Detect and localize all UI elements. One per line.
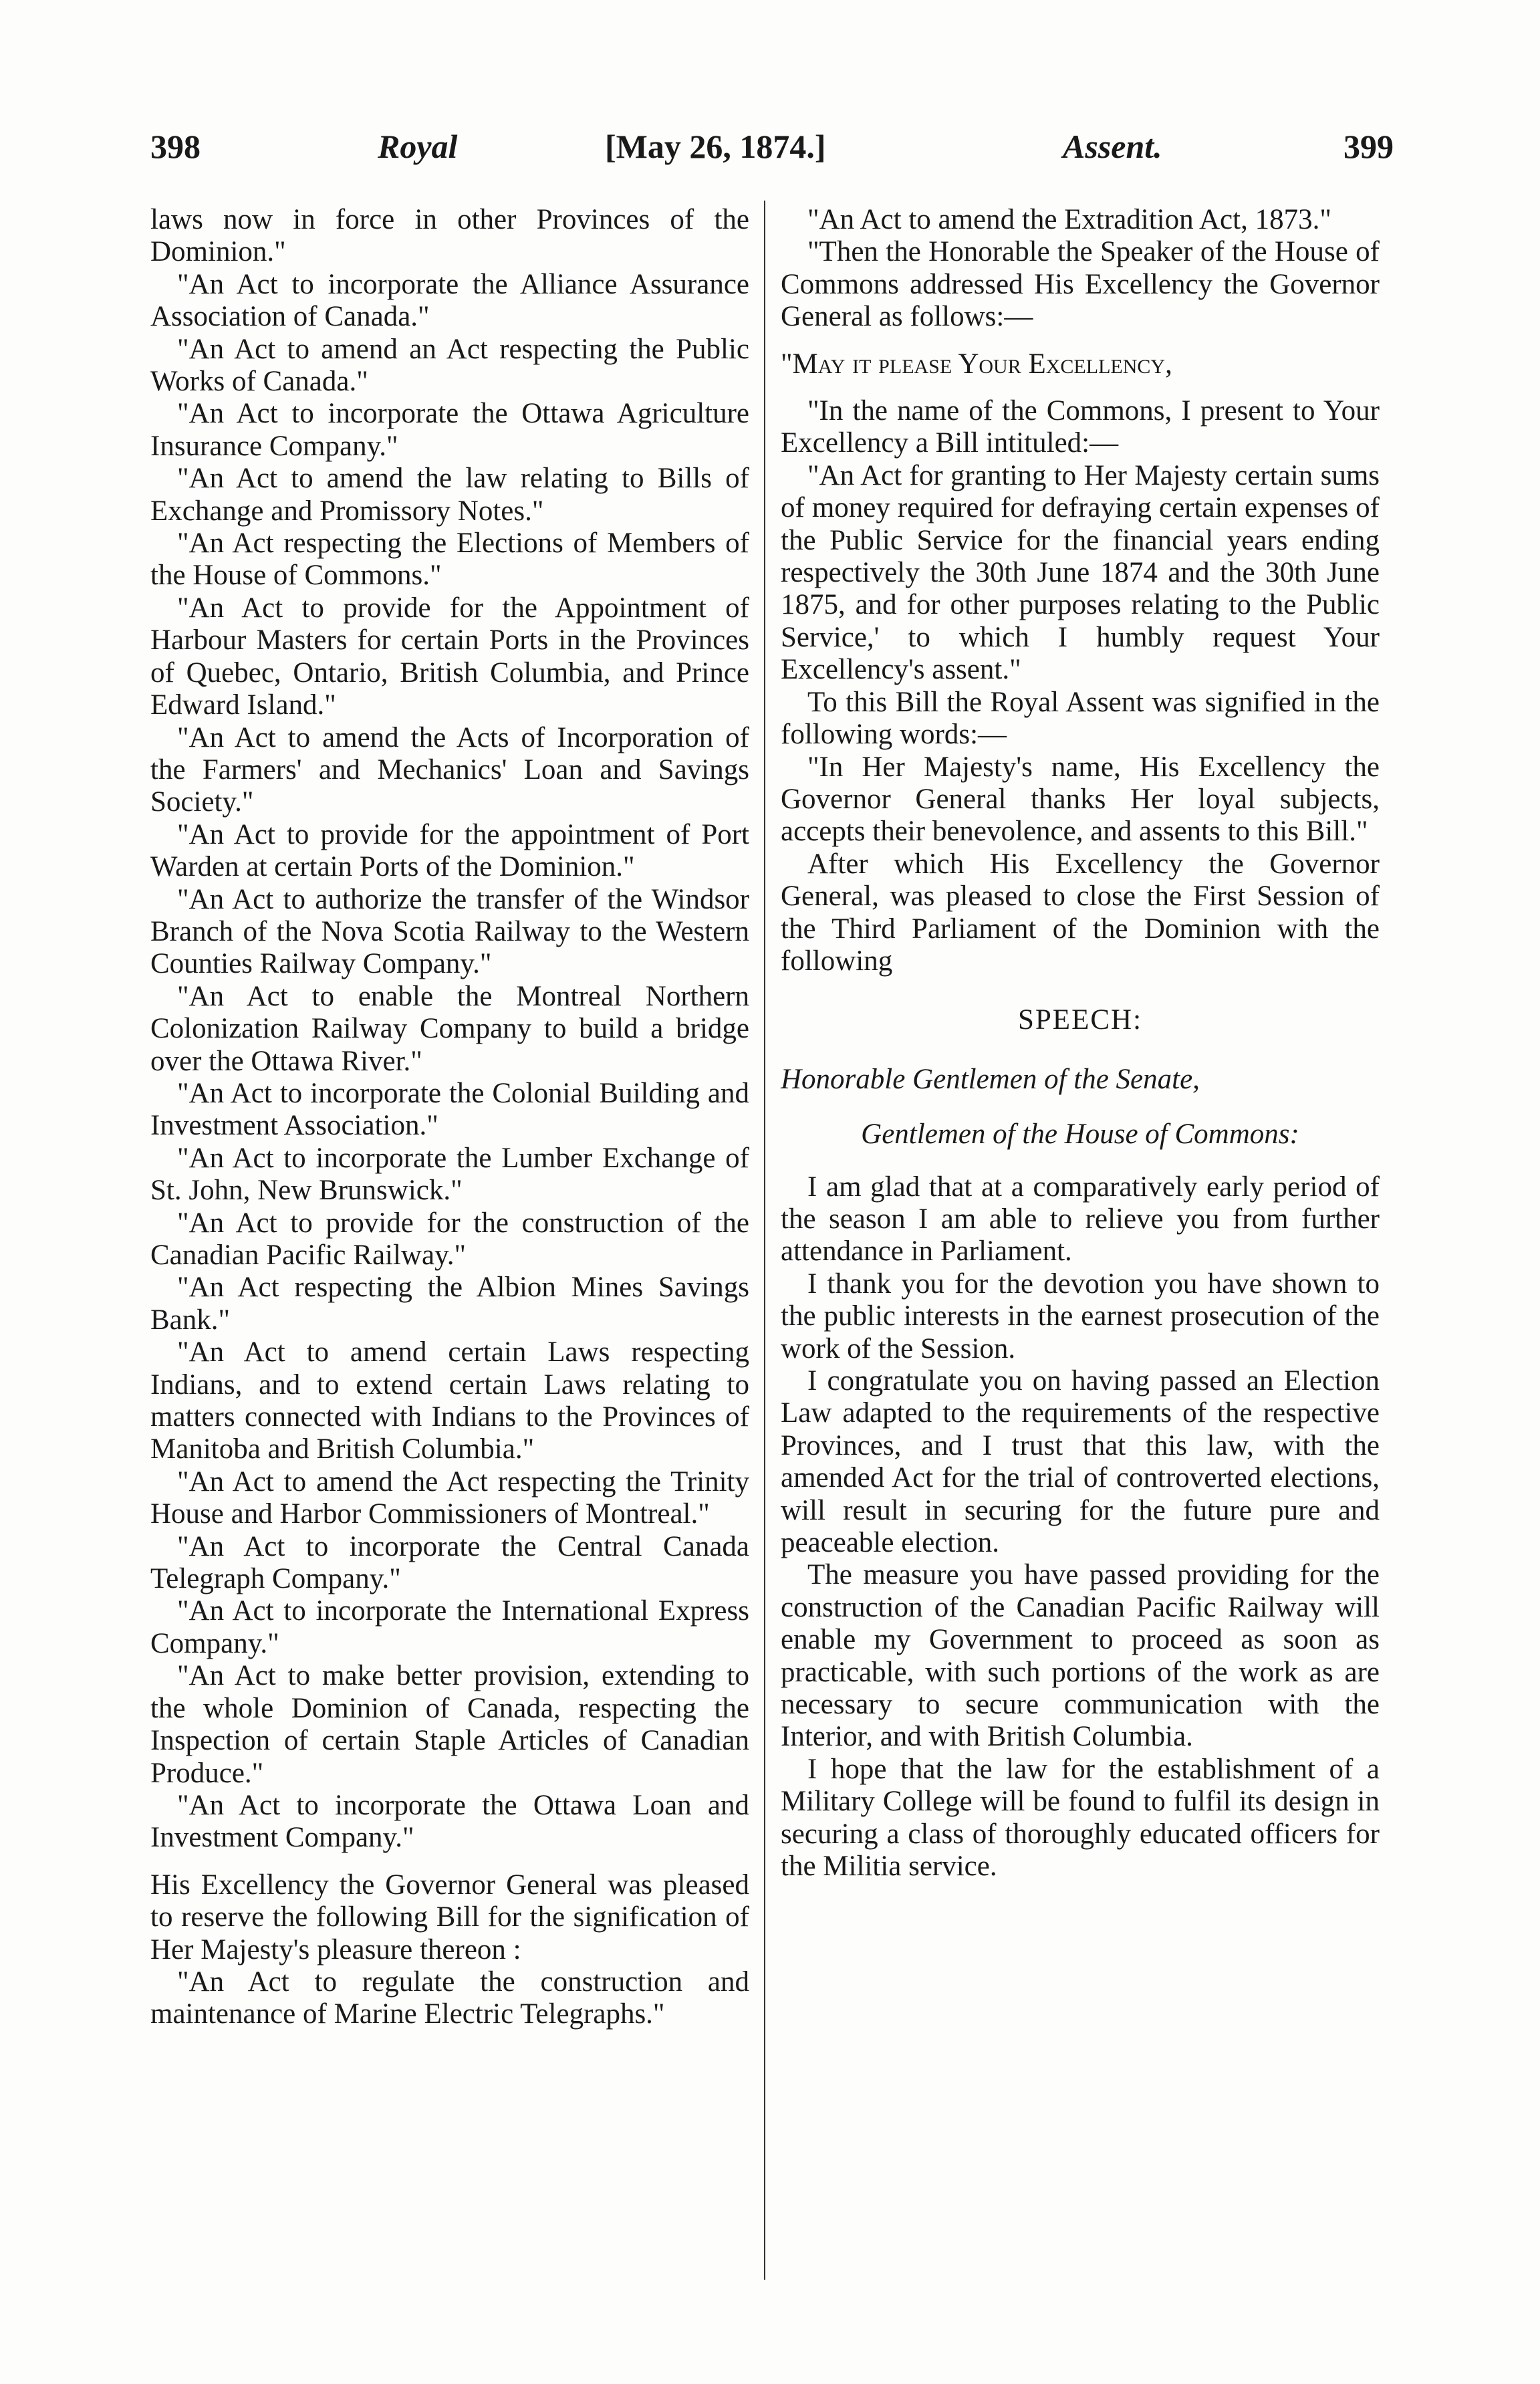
act-title: "An Act to incorporate the Colonial Building and Investment Association." xyxy=(150,1077,749,1142)
paragraph: laws now in force in other Provinces of the Dominion." xyxy=(150,204,749,268)
act-title: "An Act to incorporate the Ottawa Loan and Investment Company." xyxy=(150,1789,749,1854)
act-title: "An Act to make better provision, extending to the whole Dominion of Canada, respecting the Inspection of certain Staple Articles of Canadian Produce." xyxy=(150,1660,749,1789)
act-title: "An Act to authorize the transfer of the Windsor Branch of the Nova Scotia Railway to the Western Counties Railway Company." xyxy=(150,883,749,980)
paragraph: After which His Excellency the Governor General, was pleased to close the First Session of the Third Parliament of the Dominion with the following xyxy=(781,848,1380,977)
act-title: "An Act to incorporate the Central Canada Telegraph Company." xyxy=(150,1530,749,1595)
speech-paragraph: The measure you have passed providing for the construction of the Canadian Pacific Railway will enable my Government to proceed as soon as practicable, with such portions of the work as are necessary to secure communication with the Interior, and with British Columbia. xyxy=(781,1559,1380,1753)
act-title: "An Act to amend the law relating to Bills of Exchange and Promissory Notes." xyxy=(150,463,749,527)
act-title: "An Act to amend the Extradition Act, 1873." xyxy=(807,204,1331,235)
speech-paragraph: I am glad that at a comparatively early period of the season I am able to relieve you from further attendance in Parliament. xyxy=(781,1171,1380,1268)
paragraph: To this Bill the Royal Assent was signified in the following words:— xyxy=(781,686,1380,751)
act-title: "An Act to incorporate the Lumber Exchange of St. John, New Brunswick." xyxy=(150,1142,749,1207)
address-line: "May it please Your Excellency, xyxy=(781,348,1172,380)
act-title: "An Act to amend an Act respecting the Public Works of Canada." xyxy=(150,333,749,398)
act-title: "An Act to amend the Act respecting the Trinity House and Harbor Commissioners of Montreal." xyxy=(150,1465,749,1530)
reserve-paragraph: His Excellency the Governor General was pleased to reserve the following Bill for the signification of Her Majesty's pleasure thereon : xyxy=(150,1869,749,1965)
left-column xyxy=(150,204,749,2031)
act-title: "An Act to incorporate the Ottawa Agriculture Insurance Company." xyxy=(150,398,749,462)
act-title: "An Act to provide for the appointment of Port Warden at certain Ports of the Dominion." xyxy=(150,818,749,883)
act-title: "An Act to incorporate the International Express Company." xyxy=(150,1595,749,1659)
speech-paragraph: I thank you for the devotion you have shown to the public interests in the earnest prosecution of the work of the Session. xyxy=(781,1268,1380,1364)
paragraph: "In Her Majesty's name, His Excellency the Governor General thanks Her loyal subjects, accepts their benevolence, and assents to this Bill." xyxy=(781,751,1380,848)
act-title: "An Act to amend certain Laws respecting Indians, and to extend certain Laws relating to matters connected with Indians to the Provinces of Manitoba and British Columbia." xyxy=(150,1336,749,1465)
speech-paragraph: I congratulate you on having passed an Election Law adapted to the requirements of the respective Provinces, and I trust that this law, with the amended Act for the trial of controverted elections, will result in securing for the future pure and peaceable election. xyxy=(781,1365,1380,1559)
act-title: "An Act respecting the Elections of Members of the House of Commons." xyxy=(150,527,749,592)
right-page-number: 399 xyxy=(1343,128,1394,165)
page-header xyxy=(150,127,1394,181)
act-title: "An Act to amend the Acts of Incorporation of the Farmers' and Mechanics' Loan and Savings Society." xyxy=(150,721,749,818)
left-page-number: 398 xyxy=(150,128,201,165)
reserved-act-title: "An Act to regulate the construction and maintenance of Marine Electric Telegraphs." xyxy=(150,1965,749,2030)
speech-heading: SPEECH: xyxy=(1017,1004,1143,1036)
act-title: "An Act to enable the Montreal Northern Colonization Railway Company to build a bridge over the Ottawa River." xyxy=(150,980,749,1077)
paragraph: "In the name of the Commons, I present to Your Excellency a Bill intituled:— xyxy=(781,395,1380,459)
paragraph: "Then the Honorable the Speaker of the House of Commons addressed His Excellency the Governor General as follows:— xyxy=(781,236,1380,333)
act-title: "An Act to incorporate the Alliance Assurance Association of Canada." xyxy=(150,268,749,333)
right-running-title: Assent. xyxy=(1063,128,1162,165)
header-date: [May 26, 1874.] xyxy=(605,128,826,165)
right-column xyxy=(781,204,1380,1883)
column-divider xyxy=(764,201,765,2280)
act-title: "An Act respecting the Albion Mines Savings Bank." xyxy=(150,1272,749,1336)
paragraph: "An Act for granting to Her Majesty certain sums of money required for defraying certain expenses of the Public Service for the financial years ending respectively the 30th June 1874 and the 30th June 1875, and for other purposes relating to the Public Service,' to which I humbly request Your Excellency's assent." xyxy=(781,459,1380,686)
left-running-title: Royal xyxy=(378,128,458,165)
act-title: "An Act to provide for the construction of the Canadian Pacific Railway." xyxy=(150,1207,749,1271)
act-title: "An Act to provide for the Appointment of Harbour Masters for certain Ports in the Provinces of Quebec, Ontario, British Columbia, and Prince Edward Island." xyxy=(150,592,749,721)
salutation-commons: Gentlemen of the House of Commons: xyxy=(861,1118,1299,1151)
salutation-senate: Honorable Gentlemen of the Senate, xyxy=(781,1063,1200,1095)
speech-paragraph: I hope that the law for the establishment of a Military College will be found to fulfil its design in securing a class of thoroughly educated officers for the Militia service. xyxy=(781,1753,1380,1883)
